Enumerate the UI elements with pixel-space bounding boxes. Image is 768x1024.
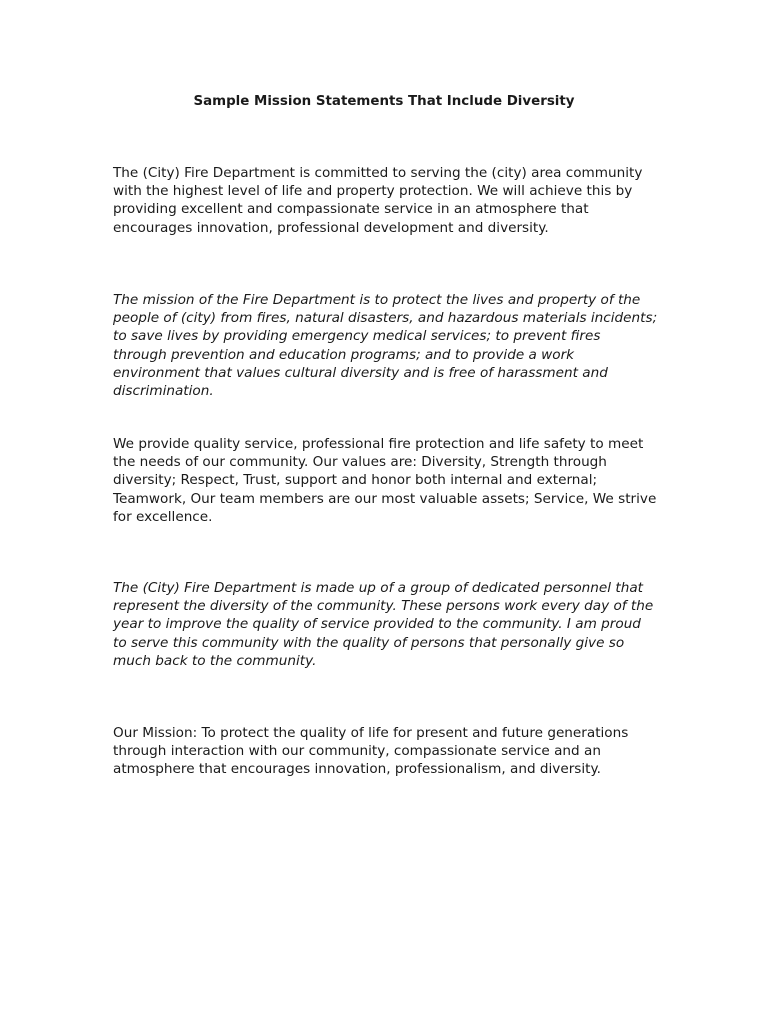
mission-statement-3: We provide quality service, professional fire protection and life safety to meet the needs of our community. Our values are: Diversity, Strength through diversity; Respect, Trust, support and honor both internal and external; Teamwork, Our team members are our most valuable assets; Service, We strive for excellence. — [113, 436, 657, 525]
mission-statement-4: The (City) Fire Department is made up of a group of dedicated personnel that represent the diversity of the community. These persons work every day of the year to improve the quality of service provided to the community. I am proud to serve this community with the quality of persons that personally give so much back to the community. — [113, 580, 654, 669]
mission-statement-5: Our Mission: To protect the quality of life for present and future generations through interaction with our community, compassionate service and an atmosphere that encourages innovation, professionalism, and diversity. — [113, 725, 629, 778]
mission-statement-2: The mission of the Fire Department is to protect the lives and property of the people of (city) from fires, natural disasters, and hazardous materials incidents; to save lives by providing emergency medical services; to prevent fires through prevention and education programs; and to provide a work environment that values cultural diversity and is free of harassment and discrimination. — [113, 292, 658, 400]
mission-statement-1: The (City) Fire Department is committed to serving the (city) area community with the highest level of life and property protection. We will achieve this by providing excellent and compassionate service in an atmosphere that encourages innovation, professional development and diversity. — [113, 165, 643, 236]
document-title: Sample Mission Statements That Include Diversity — [193, 94, 575, 109]
